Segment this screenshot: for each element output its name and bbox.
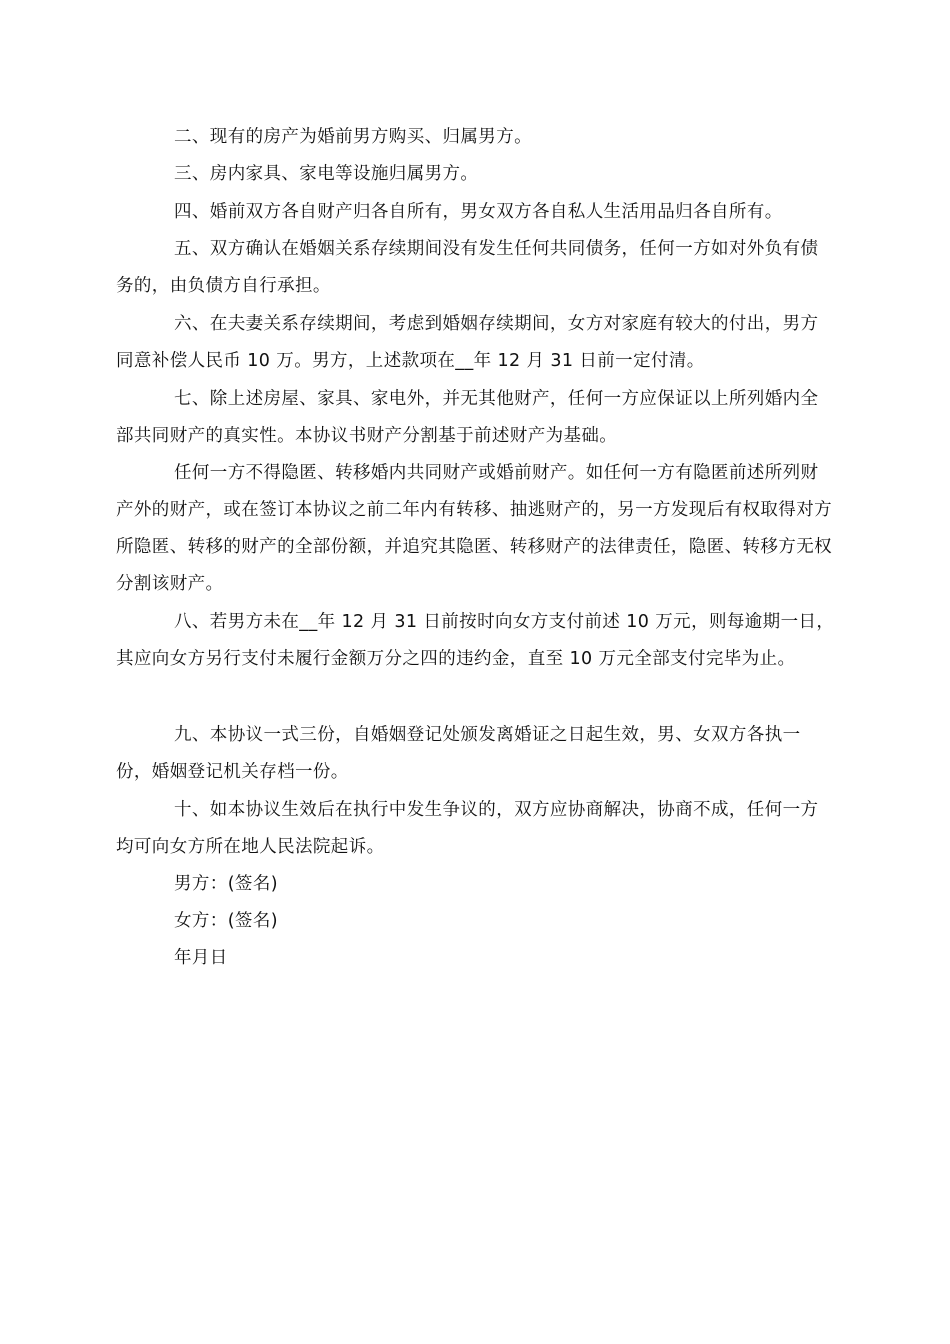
- clause-3: 三、房内家具、家电等设施归属男方。: [174, 164, 479, 184]
- female-signature-line: 女方：(签名): [174, 911, 278, 931]
- clause-5: 五、双方确认在婚姻关系存续期间没有发生任何共同债务，任何一方如对外负有债务的，由负债方自行承担。: [116, 239, 819, 296]
- clause-8: 八、若男方未在__年 12 月 31 日前按时向女方支付前述 10 万元，则每逾期一日，其应向女方另行支付未履行金额万分之四的违约金，直至 10 万元全部支付完毕为止。: [116, 612, 835, 669]
- date-line: 年月日: [174, 948, 228, 968]
- clause-7-supplement: 任何一方不得隐匿、转移婚内共同财产或婚前财产。如任何一方有隐匿前述所列财产外的财产，或在签订本协议之前二年内有转移、抽逃财产的，另一方发现后有权取得对方所隐匿、转移的财产的全部份额，并追究其隐匿、转移财产的法律责任，隐匿、转移方无权分割该财产。: [116, 463, 832, 594]
- clause-7: 七、除上述房屋、家具、家电外，并无其他财产，任何一方应保证以上所列婚内全部共同财产的真实性。本协议书财产分割基于前述财产为基础。: [116, 389, 819, 446]
- clause-4: 四、婚前双方各自财产归各自所有，男女双方各自私人生活用品归各自所有。: [174, 202, 783, 222]
- clause-6: 六、在夫妻关系存续期间，考虑到婚姻存续期间，女方对家庭有较大的付出，男方同意补偿人民币 10 万。男方，上述款项在__年 12 月 31 日前一定付清。: [116, 314, 819, 371]
- clause-9: 九、本协议一式三份，自婚姻登记处颁发离婚证之日起生效，男、女双方各执一份，婚姻登记机关存档一份。: [116, 725, 801, 782]
- clause-2: 二、现有的房产为婚前男方购买、归属男方。: [174, 127, 532, 147]
- clause-10: 十、如本协议生效后在执行中发生争议的，双方应协商解决，协商不成，任何一方均可向女方所在地人民法院起诉。: [116, 800, 819, 857]
- male-signature-line: 男方：(签名): [174, 874, 278, 894]
